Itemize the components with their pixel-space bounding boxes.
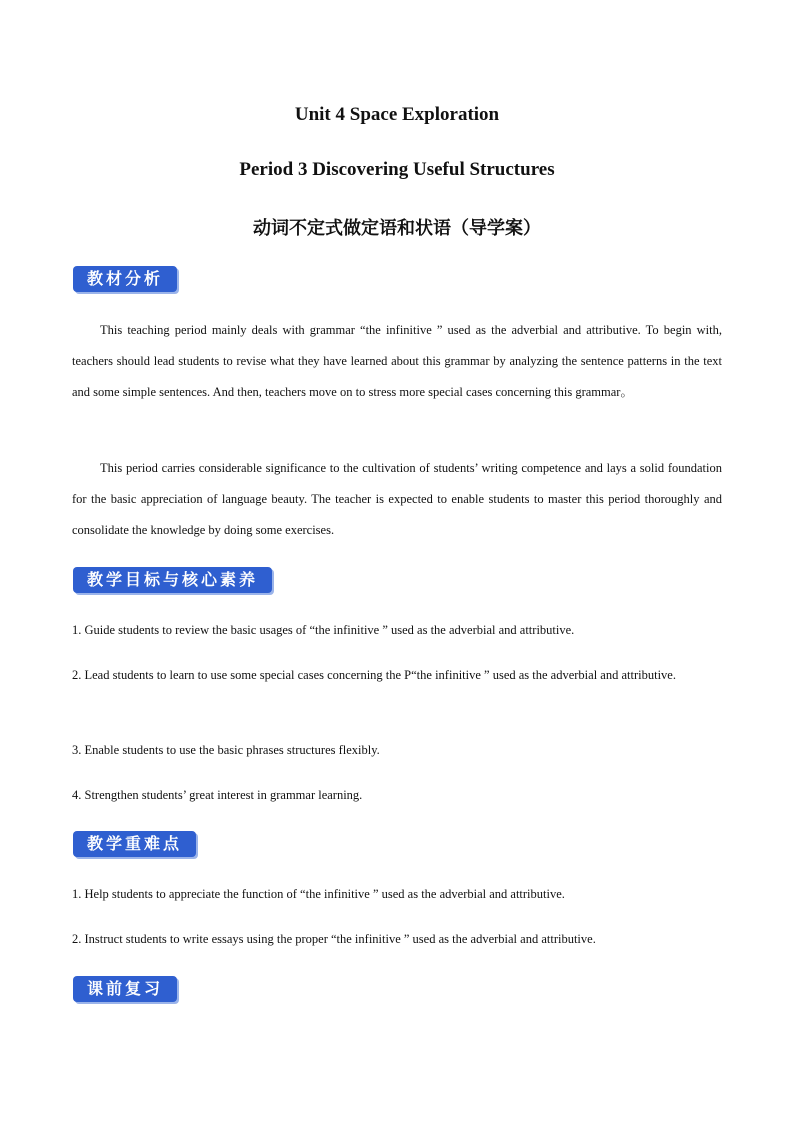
difficulty-item-2: 2. Instruct students to write essays using the proper “the infinitive ” used as the adverbial and attributive. [72,932,596,946]
chinese-subtitle: 动词不定式做定语和状语（导学案） [253,218,541,239]
section-heading-difficulties: 教学重难点 [73,831,196,857]
analysis-paragraph-2: This period carries considerable significance to the cultivation of students’ writing competence and lays a solid foundation for the basic appreciation of language beauty. The teacher is expected to enable students to master this period thoroughly and consolidate the knowledge by doing some exercises. [72,461,722,537]
period-title: Period 3 Discovering Useful Structures [239,159,555,180]
section-heading-review: 课前复习 [73,976,177,1002]
objective-item-4: 4. Strengthen students’ great interest in grammar learning. [72,788,363,802]
objective-item-2: 2. Lead students to learn to use some special cases concerning the P“the infinitive ” used as the adverbial and attributive. [72,668,676,682]
objective-item-1: 1. Guide students to review the basic usages of “the infinitive ” used as the adverbial and attributive. [72,623,575,637]
difficulty-item-1: 1. Help students to appreciate the function of “the infinitive ” used as the adverbial and attributive. [72,887,565,901]
analysis-paragraph-1: This teaching period mainly deals with grammar “the infinitive ” used as the adverbial and attributive. To begin with, teachers should lead students to revise what they have learned about this grammar by analyzing the sentence patterns in the text and some simple sentences. And then, teachers move on to stress more special cases concerning this grammar。 [72,323,722,399]
unit-title: Unit 4 Space Exploration [294,104,500,125]
section-heading-analysis: 教材分析 [73,266,177,292]
section-heading-objectives: 教学目标与核心素养 [73,567,272,593]
objective-item-3: 3. Enable students to use the basic phrases structures flexibly. [72,743,380,757]
